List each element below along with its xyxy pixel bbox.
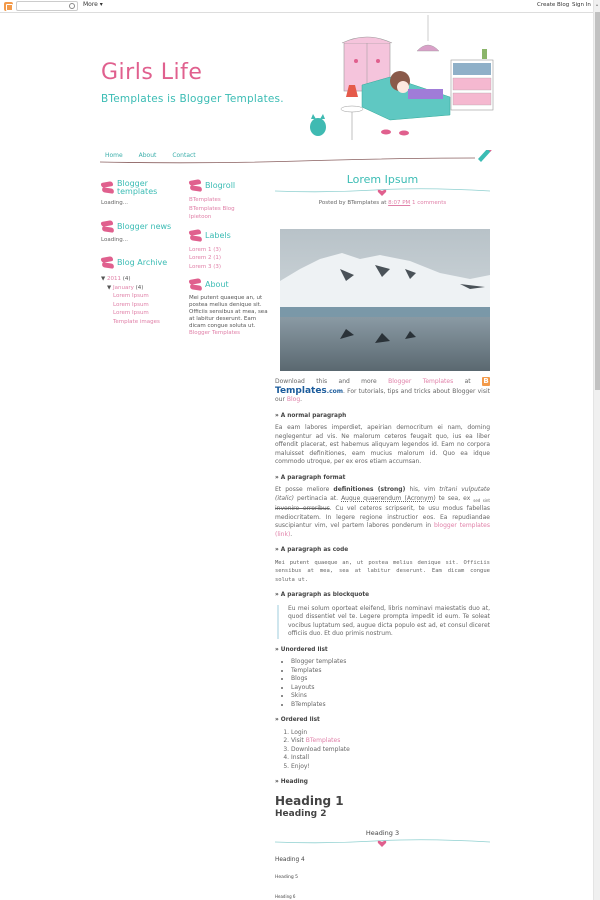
widget-title: Blogroll	[205, 181, 236, 190]
archive-toggle-icon[interactable]: ▼	[107, 284, 113, 291]
blog-description: BTemplates is Blogger Templates.	[101, 93, 284, 105]
blogger-navbar	[0, 0, 593, 13]
blogger-logo-icon[interactable]	[4, 2, 13, 11]
hearts-icon	[189, 230, 203, 242]
hearts-icon	[101, 182, 115, 194]
post-image	[280, 229, 490, 371]
text: at	[464, 378, 471, 385]
normal-paragraph: Ea eam labores imperdiet, apeirian democritum ei nam, doming neglegentur ad vis. Ne malorum ceteros feugait quo, ius ea liber offendit placerat, est habemus aliquyam legendos id. Eam no corpora maluisset definitiones, eam mucius malorum id. Quo ea idque commodo utroque, per ex eros etiam accumsan.	[275, 424, 490, 465]
more-menu-button[interactable]: More ▾	[83, 1, 103, 8]
archive-post-link[interactable]: Lorem Ipsum	[113, 301, 149, 308]
menu-item-about[interactable]: About	[138, 152, 157, 159]
header-illustration	[300, 15, 500, 150]
section-heading: » Heading	[275, 779, 308, 786]
label-link[interactable]: Lorem 3 (3)	[189, 263, 222, 270]
label-link[interactable]: Lorem 1 (3)	[189, 246, 222, 253]
sidebar-right	[189, 180, 269, 337]
heading-2: Heading 2	[275, 808, 327, 819]
loading-text: Loading...	[101, 237, 128, 243]
section-heading: » Ordered list	[275, 717, 320, 724]
about-text: Mei putent quaeque an, ut postea melius denique sit. Officiis sensibus at mea, sea at labitur deserunt. Eam dicam congue soluta ut.	[189, 295, 268, 329]
hearts-icon	[101, 221, 115, 233]
post-title[interactable]: Lorem Ipsum	[346, 173, 419, 186]
archive-month-link[interactable]: January	[112, 284, 134, 291]
widget-title: Blogger templates	[117, 179, 158, 196]
widget-blogger-templates	[101, 180, 181, 206]
heading-3: Heading 3	[365, 829, 400, 838]
scrollbar-thumb[interactable]	[595, 12, 600, 390]
format-paragraph: Et posse meliore definitiones (strong) his, vim tritani vulputate (italic) pertinacia at. Augue quaerendum (Acronym) te sea, ex $_{sed sint}$ invenire erroribus. Cu vel ceteros scripserit, te usu modus fabellas mediocritatem. In legere regione instructior eos. Ea repudiandae suscipiantur vim, vel partem labores ponderum in blogger templates (link).	[275, 486, 491, 538]
loading-text: Loading...	[101, 200, 128, 206]
blogger-templates-link[interactable]: blogger templates (link)	[275, 522, 490, 538]
ordered-list	[291, 729, 490, 772]
heading-1: Heading 1	[275, 793, 344, 808]
text: Download this and more	[275, 378, 377, 385]
widget-about	[189, 279, 269, 337]
blogger-templates-link[interactable]: Blogger Templates	[388, 378, 454, 385]
search-icon[interactable]	[69, 3, 75, 9]
search-input[interactable]	[16, 1, 78, 11]
post-comments-link[interactable]: 1 comments	[412, 199, 447, 206]
code-paragraph: Mei putent quaeque an, ut postea melius denique sit. Officiis sensibus at mea, sea at labitur deserunt. Eam dicam congue soluta ut.	[275, 559, 490, 583]
about-link[interactable]: Blogger Templates	[189, 330, 241, 336]
post-time-link[interactable]: 8:07 PM	[388, 199, 411, 206]
blog-title[interactable]: Girls Life	[101, 60, 203, 85]
widget-title: Blogger news	[117, 222, 172, 231]
create-blog-link[interactable]: Create Blog	[537, 2, 570, 8]
post-author: Posted by BTemplates at	[318, 199, 387, 206]
btemplates-logo[interactable]: BTemplates.com	[275, 377, 489, 396]
widget-title: Labels	[205, 230, 231, 240]
widget-labels	[189, 230, 269, 272]
section-heading: » A normal paragraph	[275, 412, 347, 419]
archive-month-count: (4)	[135, 284, 144, 291]
sidebar-left	[101, 180, 181, 326]
list-item: • Layouts	[291, 684, 490, 693]
unordered-list	[291, 658, 490, 709]
scroll-up-arrow-icon[interactable]	[595, 1, 600, 9]
heart-divider	[275, 838, 490, 848]
text: . For tutorials, tips and tricks about Blogger visit our	[275, 387, 490, 403]
hearts-icon	[189, 180, 203, 192]
list-item: • BTemplates	[291, 701, 490, 710]
hearts-icon	[101, 257, 115, 269]
widget-blog-archive	[101, 257, 181, 326]
hearts-icon	[189, 279, 203, 291]
blogroll-link[interactable]: Ipietoon	[189, 214, 212, 220]
blogroll-link[interactable]: BTemplates	[189, 197, 221, 203]
widget-blogroll	[189, 180, 269, 222]
heading-6: Heading 6	[275, 893, 296, 899]
vertical-scrollbar[interactable]	[593, 0, 600, 900]
main-menu	[105, 152, 210, 159]
list-item: • Blogs	[291, 675, 490, 684]
blockquote: Eu mei solum oporteat eleifend, libris nominavi maiestatis duo at, quod dissentiet vel te. Legere prompta impedit id eum. Te soleat vocibus luptatum sed, augue dicta populo est ad, et consul diceret officiis duo. Et duo primis nostrum.	[277, 605, 490, 639]
list-item: 4. Install	[291, 754, 490, 763]
blog-link[interactable]: Blog	[286, 396, 301, 403]
section-heading: » A paragraph as blockquote	[275, 592, 370, 599]
list-item: 5. Enjoy!	[291, 763, 490, 772]
intro-paragraph: Download this and more Blogger Templates at BTemplates.com. For tutorials, tips and tricks about Blogger visit our Blog.	[275, 377, 490, 403]
list-item: • Skins	[291, 692, 490, 701]
archive-post-link[interactable]: Lorem Ipsum	[113, 293, 149, 299]
list-item: • Blogger templates	[291, 658, 490, 667]
widget-blogger-news	[101, 221, 181, 243]
section-heading: » A paragraph format	[275, 474, 346, 481]
acronym: Augue quaerendum (Acronym)	[341, 494, 436, 502]
list-item: 2. Visit BTemplates	[291, 737, 490, 746]
widget-title: About	[205, 280, 229, 289]
post-meta	[275, 199, 490, 208]
heading-4: Heading 4	[275, 856, 305, 863]
list-item: • Templates	[291, 667, 490, 676]
archive-year-count: (4)	[122, 276, 131, 282]
archive-post-link[interactable]: Lorem Ipsum	[113, 310, 149, 316]
list-item: 1. Login	[291, 729, 490, 738]
label-link[interactable]: Lorem 2 (1)	[189, 255, 222, 261]
blogroll-link[interactable]: BTemplates Blog	[189, 205, 235, 212]
post	[275, 173, 491, 900]
menu-item-home[interactable]: Home	[105, 152, 123, 159]
menu-item-contact[interactable]: Contact	[172, 152, 196, 159]
widget-title: Blog Archive	[117, 258, 168, 267]
archive-toggle-icon[interactable]: ▼	[101, 276, 107, 282]
section-heading: » Unordered list	[275, 646, 328, 653]
heading-5: Heading 5	[275, 875, 299, 881]
archive-year-link[interactable]: 2011	[106, 276, 121, 282]
heart-divider	[275, 187, 490, 197]
section-heading: » A paragraph as code	[275, 547, 349, 554]
list-item: 3. Download template	[291, 746, 490, 755]
btemplates-link[interactable]: BTemplates	[305, 737, 341, 745]
sign-in-link[interactable]: Sign In	[572, 2, 591, 8]
archive-post-link[interactable]: Template images	[113, 318, 160, 325]
